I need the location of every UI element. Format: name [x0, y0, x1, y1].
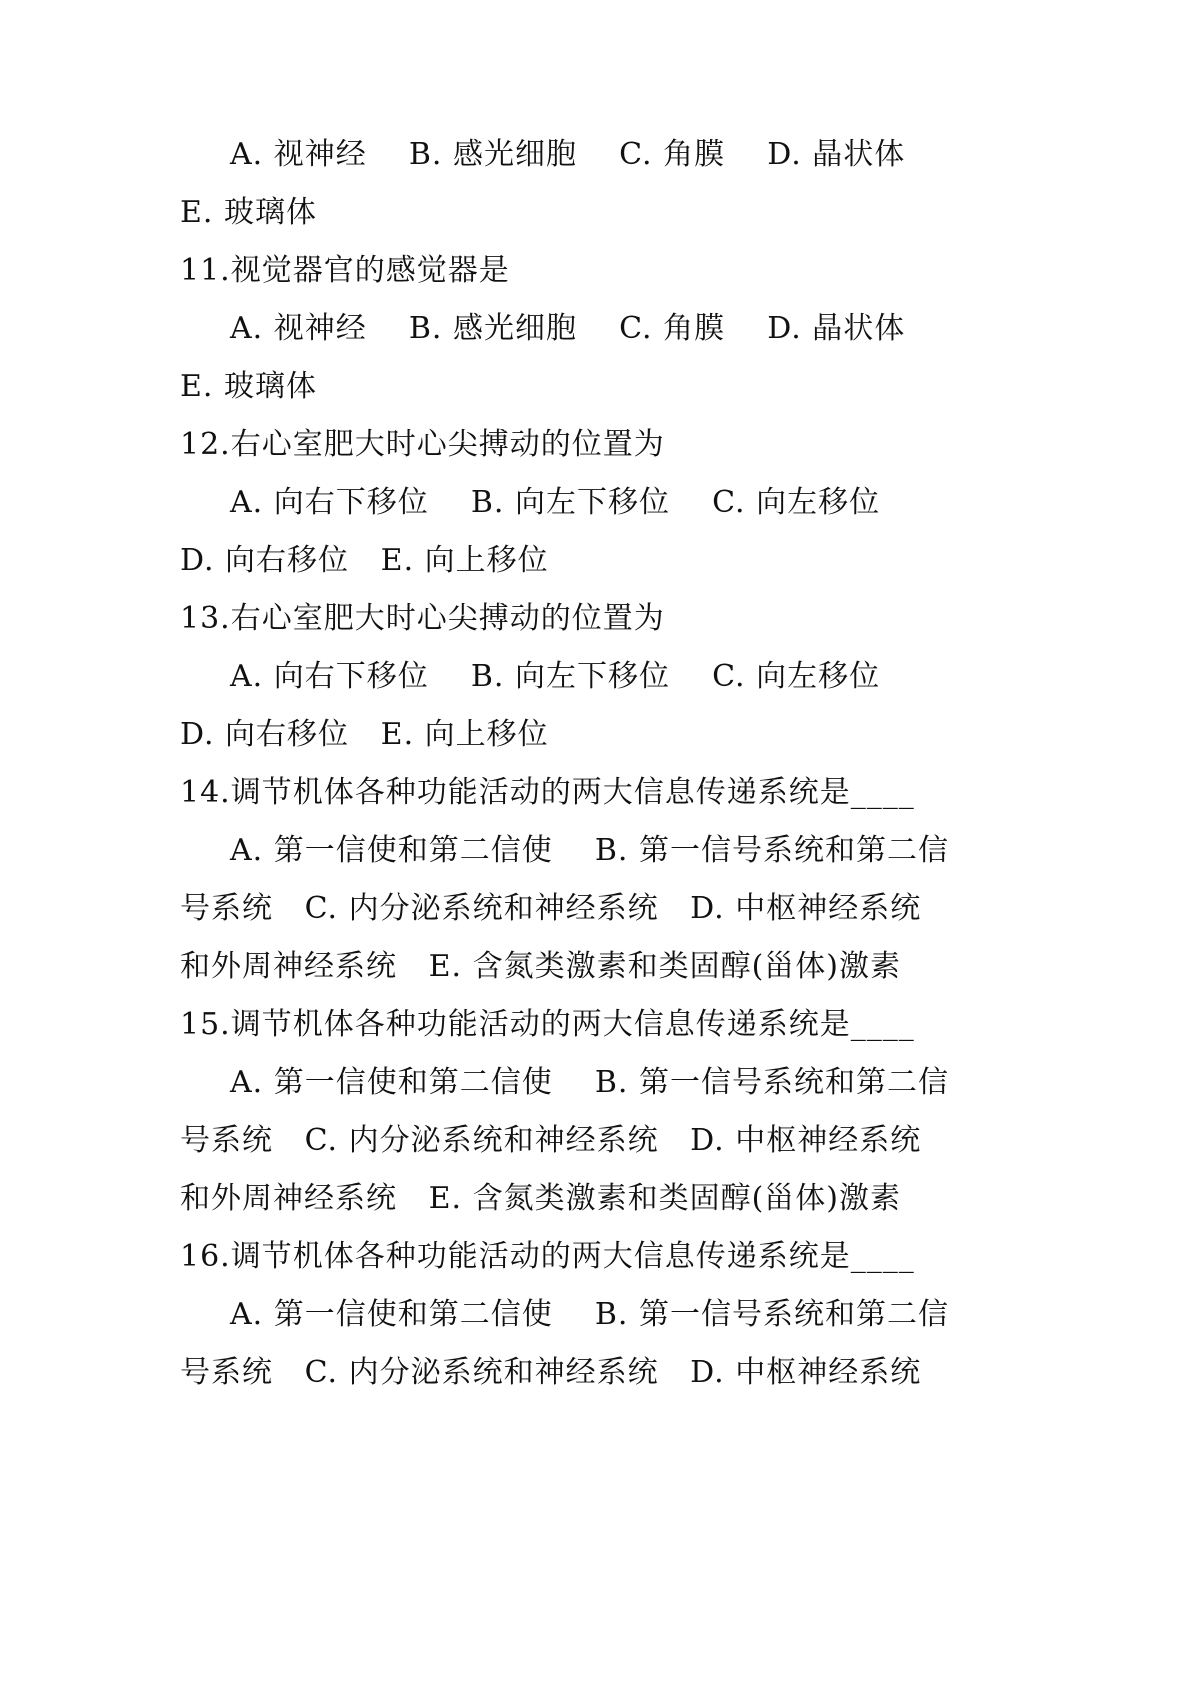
option-line: 号系统 C. 内分泌系统和神经系统 D. 中枢神经系统: [180, 1355, 922, 1390]
option-line: E. 玻璃体: [180, 369, 317, 404]
option-line: A. 第一信使和第二信使 B. 第一信号系统和第二信: [230, 1297, 949, 1332]
question-line: 12.右心室肥大时心尖搏动的位置为: [180, 427, 665, 462]
option-line: A. 向右下移位 B. 向左下移位 C. 向左移位: [230, 659, 881, 694]
option-line: 和外周神经系统 E. 含氮类激素和类固醇(甾体)激素: [180, 1181, 901, 1216]
option-line: E. 玻璃体: [180, 195, 317, 230]
option-line: A. 第一信使和第二信使 B. 第一信号系统和第二信: [230, 1065, 949, 1100]
question-line: 13.右心室肥大时心尖搏动的位置为: [180, 601, 665, 636]
option-line: A. 第一信使和第二信使 B. 第一信号系统和第二信: [230, 833, 949, 868]
question-line: 15.调节机体各种功能活动的两大信息传递系统是____: [180, 1007, 915, 1042]
option-line: A. 向右下移位 B. 向左下移位 C. 向左移位: [230, 485, 881, 520]
question-line: 14.调节机体各种功能活动的两大信息传递系统是____: [180, 775, 915, 810]
question-line: 11.视觉器官的感觉器是: [180, 253, 510, 288]
option-line: D. 向右移位 E. 向上移位: [180, 717, 549, 752]
option-line: D. 向右移位 E. 向上移位: [180, 543, 549, 578]
option-line: 号系统 C. 内分泌系统和神经系统 D. 中枢神经系统: [180, 891, 922, 926]
option-line: 号系统 C. 内分泌系统和神经系统 D. 中枢神经系统: [180, 1123, 922, 1158]
option-line: A. 视神经 B. 感光细胞 C. 角膜 D. 晶状体: [230, 137, 906, 172]
question-line: 16.调节机体各种功能活动的两大信息传递系统是____: [180, 1239, 915, 1274]
option-line: 和外周神经系统 E. 含氮类激素和类固醇(甾体)激素: [180, 949, 901, 984]
option-line: A. 视神经 B. 感光细胞 C. 角膜 D. 晶状体: [230, 311, 906, 346]
